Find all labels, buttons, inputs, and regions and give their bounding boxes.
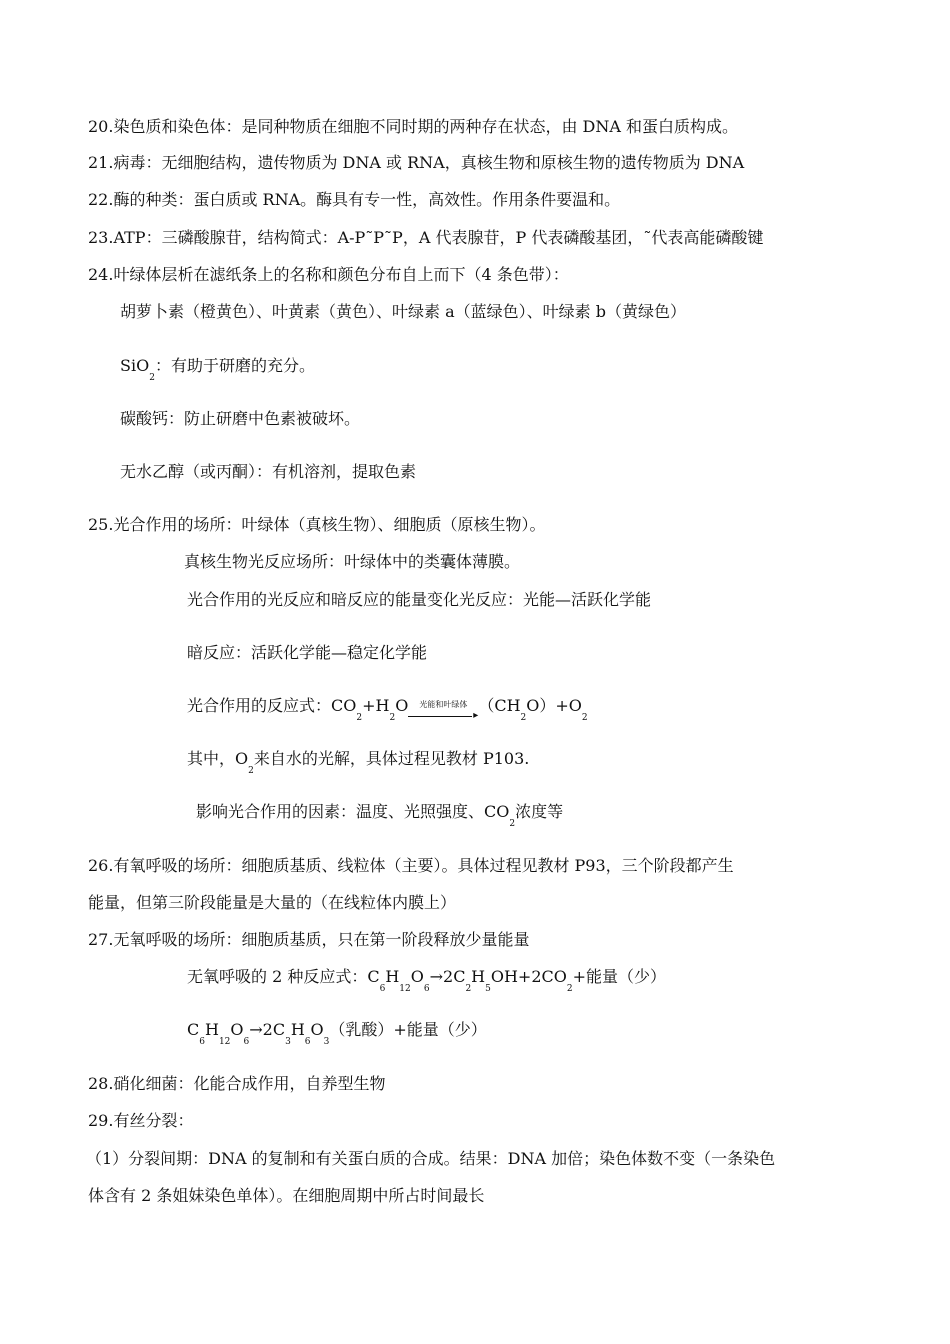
item-24: 24.叶绿体层析在滤纸条上的名称和颜色分布自上而下（4 条色带）： (88, 265, 569, 284)
arrow-condition: 光能和叶绿体 (419, 700, 468, 709)
subscript: 2 (581, 713, 588, 723)
item-27: 27.无氧呼吸的场所：细胞质基质，只在第一阶段释放少量能量 (88, 930, 530, 949)
item-29: 29.有丝分裂： (88, 1111, 194, 1130)
text: OH+2CO (490, 967, 567, 986)
subscript: 2 (248, 766, 254, 776)
subscript: 3 (285, 1037, 291, 1047)
subscript: 6 (304, 1037, 311, 1047)
item-25: 25.光合作用的场所：叶绿体（真核生物）、细胞质（原核生物）。 (88, 515, 546, 534)
text: O (395, 696, 409, 715)
text: H (471, 967, 486, 986)
text: →2C (249, 1020, 286, 1039)
text: 其中，O (187, 749, 249, 768)
text: O (310, 1020, 324, 1039)
subscript: 6 (379, 984, 386, 994)
text: O (410, 967, 424, 986)
text: （CH (478, 696, 521, 715)
item-29-interphase-cont: 体含有 2 条姐妹染色单体）。在细胞周期中所占时间最长 (88, 1186, 485, 1205)
subscript: 2 (509, 819, 516, 829)
item-25-energy: 光合作用的光反应和暗反应的能量变化光反应：光能—活跃化学能 (187, 590, 652, 609)
item-25-light-site: 真核生物光反应场所：叶绿体中的类囊体薄膜。 (184, 552, 521, 571)
subscript: 2 (149, 373, 155, 383)
subscript: 5 (485, 984, 491, 994)
text: C (187, 1020, 200, 1039)
item-22: 22.酶的种类：蛋白质或 RNA。酶具有专一性，高效性。作用条件要温和。 (88, 190, 621, 209)
subscript: 2 (465, 984, 472, 994)
subscript: 6 (199, 1037, 205, 1047)
item-26-cont: 能量，但第三阶段能量是大量的（在线粒体内膜上） (88, 893, 457, 912)
subscript: 6 (423, 984, 430, 994)
subscript: 3 (323, 1037, 330, 1047)
text: H (290, 1020, 305, 1039)
arrow-shaft (408, 716, 472, 717)
text: H (204, 1020, 219, 1039)
arrow-head-icon: ▸ (473, 710, 479, 721)
item-27-eq2 (187, 1020, 487, 1047)
item-23: 23.ATP：三磷酸腺苷，结构简式：A-P˜P˜P，A 代表腺苷，P 代表磷酸基团，˜代表高能磷酸键 (88, 228, 764, 247)
item-25-equation (187, 696, 588, 723)
subscript: 6 (243, 1037, 250, 1047)
text: 浓度等 (515, 802, 564, 821)
item-25-dark: 暗反应：活跃化学能—稳定化学能 (187, 643, 428, 662)
subscript: 2 (389, 713, 396, 723)
item-25-o2-source (187, 749, 530, 776)
subscript: 12 (218, 1037, 231, 1047)
item-24-sio2 (120, 356, 315, 383)
text: O (230, 1020, 244, 1039)
text: 影响光合作用的因素：温度、光照强度、CO (196, 802, 510, 821)
text: H (385, 967, 400, 986)
subscript: 2 (356, 713, 363, 723)
item-24-pigments: 胡萝卜素（橙黄色）、叶黄素（黄色）、叶绿素 a（蓝绿色）、叶绿素 b（黄绿色） (120, 302, 686, 321)
item-28: 28.硝化细菌：化能合成作用，自养型生物 (88, 1074, 386, 1093)
text: ：有助于研磨的充分。 (154, 356, 315, 375)
text: 无氧呼吸的 2 种反应式：C (187, 967, 380, 986)
subscript: 2 (566, 984, 573, 994)
text: +H (362, 696, 390, 715)
item-21: 21.病毒：无细胞结构，遗传物质为 DNA 或 RNA，真核生物和原核生物的遗传物质为 DNA (88, 153, 745, 172)
item-27-eq1 (187, 967, 667, 994)
item-29-interphase: （1）分裂间期：DNA 的复制和有关蛋白质的合成。结果：DNA 加倍；染色体数不变（一条染色 (86, 1149, 776, 1168)
item-25-factors (196, 802, 564, 829)
item-20: 20.染色质和染色体：是同种物质在细胞不同时期的两种存在状态，由 DNA 和蛋白质构成。 (88, 117, 739, 136)
text: +能量（少） (572, 967, 667, 986)
item-24-caco3: 碳酸钙：防止研磨中色素被破坏。 (120, 409, 361, 428)
reaction-arrow (408, 699, 478, 719)
item-26: 26.有氧呼吸的场所：细胞质基质、线粒体（主要）。具体过程见教材 P93，三个阶段都产生 (88, 856, 734, 875)
text: 光合作用的反应式：CO (187, 696, 357, 715)
text: （乳酸）+能量（少） (329, 1020, 487, 1039)
text: 来自水的光解，具体过程见教材 P103. (253, 749, 530, 768)
text: O）+O (526, 696, 582, 715)
subscript: 12 (399, 984, 411, 994)
text: SiO (120, 356, 150, 375)
item-24-ethanol: 无水乙醇（或丙酮）：有机溶剂，提取色素 (120, 462, 417, 481)
text: →2C (429, 967, 466, 986)
subscript: 2 (520, 713, 527, 723)
